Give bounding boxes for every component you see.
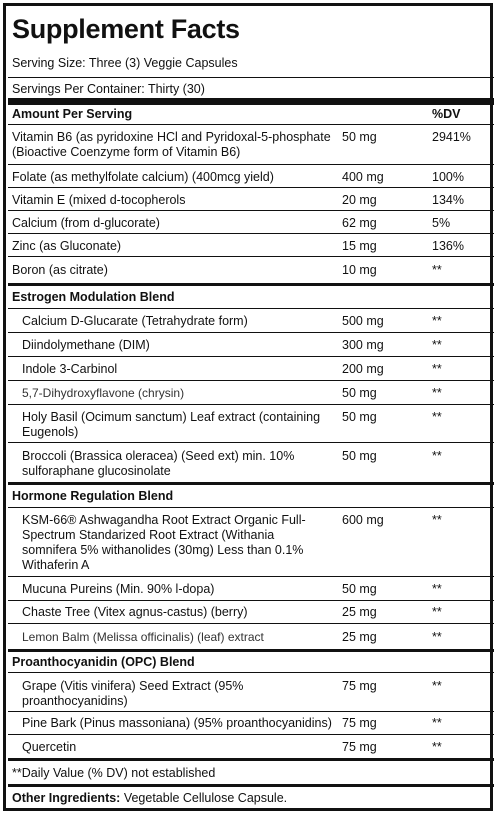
ingredient-name: Diindolymethane (DIM) bbox=[22, 338, 150, 352]
other-ingredients-label: Other Ingredients: bbox=[12, 791, 121, 805]
divider bbox=[8, 672, 494, 673]
nutrient-amount: 400 mg bbox=[342, 170, 384, 184]
amount-per-serving-header: Amount Per Serving bbox=[12, 107, 133, 121]
ingredient-name: Quercetin bbox=[22, 740, 77, 754]
ingredient-dv: ** bbox=[432, 314, 442, 328]
divider bbox=[8, 734, 494, 735]
divider bbox=[8, 256, 494, 257]
ingredient-dv: ** bbox=[432, 513, 442, 527]
ingredient-dv: ** bbox=[432, 338, 442, 352]
ingredient-amount: 50 mg bbox=[342, 386, 377, 400]
nutrient-name: Calcium (from d-glucorate) bbox=[12, 216, 160, 230]
nutrient-amount: 15 mg bbox=[342, 239, 377, 253]
divider-medium bbox=[8, 283, 494, 286]
ingredient-dv: ** bbox=[432, 716, 442, 730]
nutrient-name: Boron (as citrate) bbox=[12, 263, 108, 277]
divider bbox=[8, 187, 494, 188]
divider bbox=[8, 442, 494, 443]
divider bbox=[8, 380, 494, 381]
ingredient-name: Calcium D-Glucarate (Tetrahydrate form) bbox=[22, 314, 248, 328]
divider bbox=[8, 356, 494, 357]
ingredient-amount: 50 mg bbox=[342, 582, 377, 596]
nutrient-name: Vitamin B6 (as pyridoxine HCl and Pyridoxal-5-phosphate (Bioactive Coenzyme form of Vitamin B6) bbox=[12, 130, 331, 159]
panel-title: Supplement Facts bbox=[12, 14, 240, 44]
blend-title: Estrogen Modulation Blend bbox=[12, 290, 175, 304]
ingredient-dv: ** bbox=[432, 362, 442, 376]
nutrient-name: Vitamin E (mixed d-tocopherols bbox=[12, 193, 186, 207]
divider-medium bbox=[8, 784, 494, 787]
nutrient-dv: 5% bbox=[432, 216, 451, 230]
ingredient-name: Mucuna Pureins (Min. 90% l-dopa) bbox=[22, 582, 215, 596]
ingredient-name: Grape (Vitis vinifera) Seed Extract (95% proanthocyanidins) bbox=[22, 679, 244, 708]
ingredient-dv: ** bbox=[432, 740, 442, 754]
ingredient-amount: 75 mg bbox=[342, 740, 377, 754]
ingredient-name: Pine Bark (Pinus massoniana) (95% proanthocyanidins) bbox=[22, 716, 332, 730]
ingredient-amount: 300 mg bbox=[342, 338, 384, 352]
ingredient-amount: 75 mg bbox=[342, 716, 377, 730]
divider bbox=[8, 77, 494, 78]
divider bbox=[8, 308, 494, 309]
blend-title: Hormone Regulation Blend bbox=[12, 489, 174, 503]
ingredient-name: Indole 3-Carbinol bbox=[22, 362, 118, 376]
servings-per-container: Servings Per Container: Thirty (30) bbox=[12, 82, 205, 96]
divider bbox=[8, 124, 494, 125]
divider bbox=[8, 600, 494, 601]
divider bbox=[8, 507, 494, 508]
ingredient-amount: 50 mg bbox=[342, 449, 377, 463]
blend-title: Proanthocyanidin (OPC) Blend bbox=[12, 655, 195, 669]
nutrient-name: Zinc (as Gluconate) bbox=[12, 239, 122, 253]
dv-header: %DV bbox=[432, 107, 461, 121]
divider-thick bbox=[8, 98, 494, 105]
nutrient-dv: 2941% bbox=[432, 130, 471, 144]
ingredient-name: Holy Basil (Ocimum sanctum) Leaf extract (containing Eugenols) bbox=[22, 410, 321, 439]
divider bbox=[8, 210, 494, 211]
ingredient-dv: ** bbox=[432, 449, 442, 463]
nutrient-name: Folate (as methylfolate calcium) (400mcg yield) bbox=[12, 170, 274, 184]
nutrient-amount: 50 mg bbox=[342, 130, 377, 144]
ingredient-name: Broccoli (Brassica oleracea) (Seed ext) min. 10% sulforaphane glucosinolate bbox=[22, 449, 295, 478]
nutrient-dv: 100% bbox=[432, 170, 464, 184]
divider-medium bbox=[8, 482, 494, 485]
divider bbox=[8, 233, 494, 234]
ingredient-amount: 25 mg bbox=[342, 630, 377, 644]
nutrient-dv: 134% bbox=[432, 193, 464, 207]
ingredient-amount: 50 mg bbox=[342, 410, 377, 424]
ingredient-dv: ** bbox=[432, 582, 442, 596]
nutrient-amount: 20 mg bbox=[342, 193, 377, 207]
divider bbox=[8, 623, 494, 624]
divider-medium bbox=[8, 758, 494, 761]
ingredient-dv: ** bbox=[432, 386, 442, 400]
nutrient-dv: ** bbox=[432, 263, 442, 277]
nutrient-amount: 10 mg bbox=[342, 263, 377, 277]
ingredient-amount: 600 mg bbox=[342, 513, 384, 527]
divider bbox=[8, 164, 494, 165]
ingredient-amount: 25 mg bbox=[342, 605, 377, 619]
ingredient-dv: ** bbox=[432, 605, 442, 619]
ingredient-dv: ** bbox=[432, 679, 442, 693]
divider bbox=[8, 576, 494, 577]
ingredient-name: Chaste Tree (Vitex agnus-castus) (berry) bbox=[22, 605, 248, 619]
ingredient-amount: 75 mg bbox=[342, 679, 377, 693]
other-ingredients bbox=[12, 791, 482, 806]
divider-medium bbox=[8, 649, 494, 652]
ingredient-dv: ** bbox=[432, 410, 442, 424]
divider bbox=[8, 404, 494, 405]
ingredient-amount: 500 mg bbox=[342, 314, 384, 328]
other-ingredients-value: Vegetable Cellulose Capsule. bbox=[120, 791, 288, 805]
nutrient-amount: 62 mg bbox=[342, 216, 377, 230]
ingredient-dv: ** bbox=[432, 630, 442, 644]
serving-size: Serving Size: Three (3) Veggie Capsules bbox=[12, 56, 238, 70]
nutrient-dv: 136% bbox=[432, 239, 464, 253]
ingredient-name: Lemon Balm (Melissa officinalis) (leaf) extract bbox=[22, 630, 264, 644]
ingredient-name: 5,7-Dihydroxyflavone (chrysin) bbox=[22, 386, 185, 400]
divider bbox=[8, 332, 494, 333]
ingredient-amount: 200 mg bbox=[342, 362, 384, 376]
ingredient-name: KSM-66® Ashwagandha Root Extract Organic Full-Spectrum Standarized Root Extract (Withania somnifera 5% withanolides (30mg) Less than 0.1% Withaferin A bbox=[22, 513, 306, 572]
divider bbox=[8, 711, 494, 712]
daily-value-footnote: **Daily Value (% DV) not established bbox=[12, 766, 216, 780]
